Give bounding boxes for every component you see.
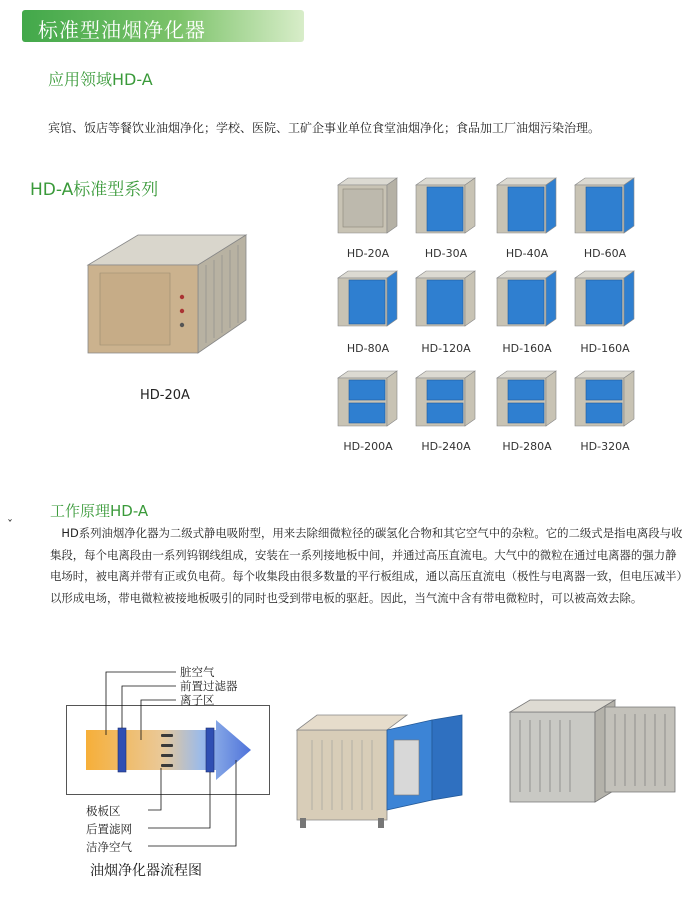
- bullet-mark: ˇ: [7, 518, 13, 532]
- flow-label-postfilter: 后置滤网: [86, 822, 132, 836]
- model-label: HD-120A: [421, 342, 471, 355]
- model-label: HD-60A: [583, 247, 627, 260]
- model-label: HD-160A: [502, 342, 552, 355]
- model-label: HD-160A: [580, 342, 630, 355]
- application-text: 宾馆、饭店等餐饮业油烟净化；学校、医院、工矿企事业单位食堂油烟净化；食品加工厂油烟污染治理。: [48, 121, 601, 135]
- flow-label-clean-air: 洁净空气: [86, 840, 132, 854]
- model-label: HD-30A: [424, 247, 468, 260]
- model-image: [572, 368, 638, 430]
- flow-label-plate-zone: 极板区: [86, 804, 121, 818]
- model-image: [572, 175, 638, 237]
- flow-diagram-title: 油烟净化器流程图: [90, 863, 202, 879]
- model-image: [494, 268, 560, 330]
- model-label: HD-80A: [346, 342, 390, 355]
- model-image: [494, 175, 560, 237]
- model-label: HD-20A: [346, 247, 390, 260]
- steel-units-image: [505, 692, 683, 810]
- model-image: [494, 368, 560, 430]
- model-label: HD-200A: [343, 440, 393, 453]
- model-image: [413, 368, 479, 430]
- principle-text: HD系列油烟净化器为二级式静电吸附型，用来去除细微粒径的碳氢化合物和其它空气中的杂粒。它的二级式是指电离段与收集段，每个电离段由一系列钨钢线组成，安装在一系列接地板中间，并通过高压直流电。大气中的微粒在通过电离器的强力静电场时，被电离并带有正或负电荷。每个收集段由很多数量的平行板组成，通以高压直流电（极性与电离器一致，但电压减半）以形成电场，带电微粒被接地板吸引的同时也受到带电板的驱赶。因此，当气流中含有带电微粒时，可以被高效去除。: [50, 526, 683, 605]
- series-heading: HD-A标准型系列: [30, 180, 159, 200]
- flow-label-ion-zone: 离子区: [180, 693, 215, 707]
- application-heading: 应用领域HD-A: [48, 70, 153, 89]
- model-label: HD-280A: [502, 440, 552, 453]
- model-image: [572, 268, 638, 330]
- model-label: HD-320A: [580, 440, 630, 453]
- open-unit-image: [292, 710, 472, 830]
- principle-heading: 工作原理HD-A: [50, 502, 149, 520]
- model-image: [413, 175, 479, 237]
- model-label: HD-40A: [505, 247, 549, 260]
- page-title: 标准型油烟净化器: [38, 18, 206, 42]
- model-image: [335, 268, 401, 330]
- main-product-label: HD-20A: [140, 388, 190, 403]
- flow-label-dirty-air: 脏空气: [180, 665, 215, 679]
- hd-20a-product-image: [78, 225, 254, 365]
- model-image: [413, 268, 479, 330]
- model-image: [335, 368, 401, 430]
- model-image: [335, 175, 401, 237]
- flow-label-prefilter: 前置过滤器: [180, 679, 238, 693]
- model-label: HD-240A: [421, 440, 471, 453]
